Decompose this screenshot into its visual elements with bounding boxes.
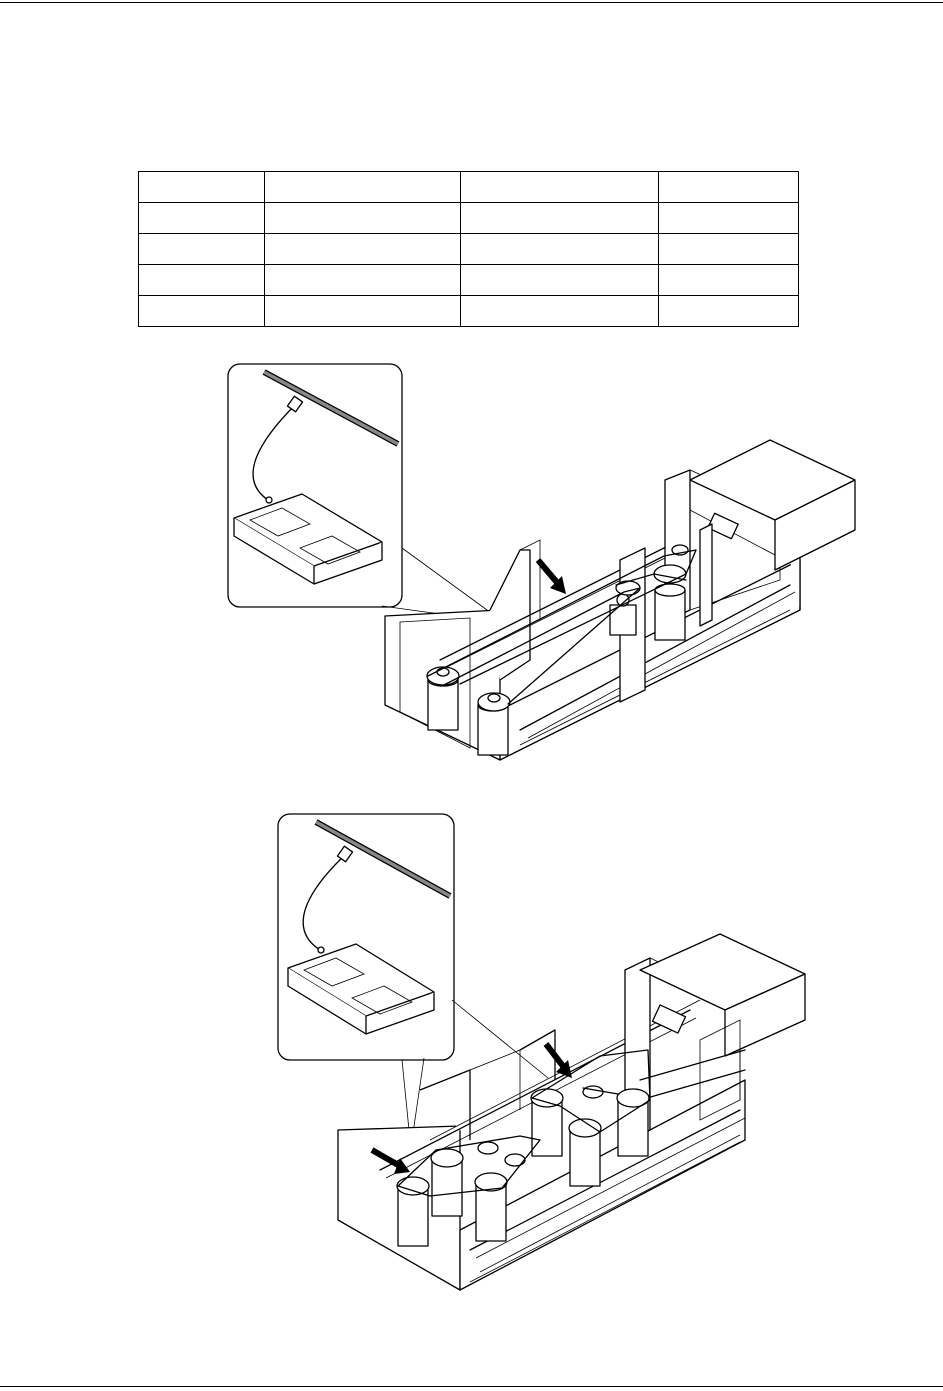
table-cell	[461, 203, 659, 234]
table-row	[139, 265, 799, 296]
table-cell	[659, 172, 799, 203]
tension-gauge-inset	[228, 364, 402, 607]
table-cell	[265, 203, 461, 234]
table-row	[139, 296, 799, 327]
belt-drive-illustration-1	[0, 360, 943, 790]
table-row	[139, 203, 799, 234]
tension-gauge-inset	[278, 814, 454, 1060]
table-cell	[659, 203, 799, 234]
table-cell	[265, 265, 461, 296]
belt-drive-illustration-2	[0, 810, 943, 1310]
table-cell	[659, 265, 799, 296]
table-cell	[139, 172, 265, 203]
table-cell	[461, 172, 659, 203]
spec-table	[138, 171, 799, 327]
table-cell	[461, 234, 659, 265]
table-cell	[139, 265, 265, 296]
table-cell	[139, 296, 265, 327]
footer-rule	[0, 1386, 943, 1387]
table-row	[139, 234, 799, 265]
table-cell	[265, 172, 461, 203]
table-cell	[659, 296, 799, 327]
table-cell	[139, 234, 265, 265]
header-rule	[0, 2, 943, 3]
table-cell	[265, 296, 461, 327]
table-cell	[461, 296, 659, 327]
table-row	[139, 172, 799, 203]
table-cell	[139, 203, 265, 234]
table-cell	[265, 234, 461, 265]
table-cell	[659, 234, 799, 265]
table-cell	[461, 265, 659, 296]
